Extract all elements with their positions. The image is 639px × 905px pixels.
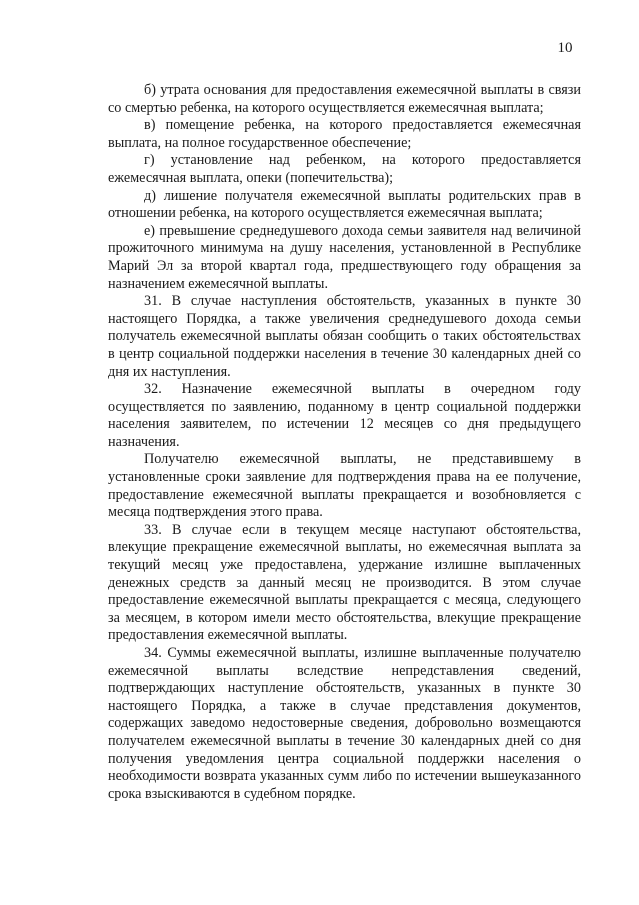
paragraph-item-e: е) превышение среднедушевого дохода семьи заявителя над величиной прожиточного минимума на душу населения, установленной в Республике Марий Эл за второй квартал года, предшествующего году обращения за назначением ежемесячной выплаты. xyxy=(108,222,581,292)
document-body xyxy=(108,82,581,803)
paragraph-clause-34: 34. Суммы ежемесячной выплаты, излишне выплаченные получателю ежемесячной выплаты вследствие непредставления сведений, подтверждающих наступление обстоятельств, указанных в пункте 30 настоящего Порядка, а также в случае представления документов, содержащих заведомо недостоверные сведения, добровольно возмещаются получателем ежемесячной выплаты в течение 30 календарных дней со дня получения уведомления центра социальной поддержки населения о необходимости возврата указанных сумм либо по истечении вышеуказанного срока взыскиваются в судебном порядке. xyxy=(108,645,581,802)
paragraph-clause-32: 32. Назначение ежемесячной выплаты в очередном году осуществляется по заявлению, поданному в центр социальной поддержки населения заявителем, по истечении 12 месяцев со дня предыдущего назначения. xyxy=(108,381,581,450)
paragraph-clause-32-continued: Получателю ежемесячной выплаты, не представившему в установленные сроки заявление для подтверждения права на ее получение, предоставление ежемесячной выплаты прекращается и возобновляется с месяца подтверждения этого права. xyxy=(108,451,581,521)
paragraph-clause-31: 31. В случае наступления обстоятельств, указанных в пункте 30 настоящего Порядка, а также увеличения среднедушевого дохода семьи получатель ежемесячной выплаты обязан сообщить о таких обстоятельствах в центр социальной поддержки населения в течение 30 календарных дней со дня их наступления. xyxy=(108,293,581,380)
paragraph-clause-33: 33. В случае если в текущем месяце наступают обстоятельства, влекущие прекращение ежемесячной выплаты, но ежемесячная выплата за текущий месяц уже предоставлена, удержание излишне выплаченных денежных средств за данный месяц не производится. В этом случае предоставление ежемесячной выплаты прекращается с месяца, следующего за месяцем, в котором имели место обстоятельства, влекущие прекращение предоставления ежемесячной выплаты. xyxy=(108,521,581,644)
paragraph-item-b: б) утрата основания для предоставления ежемесячной выплаты в связи со смертью ребенка, на которого осуществляется ежемесячная выплата; xyxy=(108,82,581,116)
page-number: 10 xyxy=(557,40,573,56)
paragraph-item-d: д) лишение получателя ежемесячной выплаты родительских прав в отношении ребенка, на которого осуществляется ежемесячная выплата; xyxy=(108,187,581,222)
paragraph-item-g: г) установление над ребенком, на которого предоставляется ежемесячная выплата, опеки (попечительства); xyxy=(108,152,581,186)
paragraph-item-v: в) помещение ребенка, на которого предоставляется ежемесячная выплата, на полное государственное обеспечение; xyxy=(108,117,581,151)
